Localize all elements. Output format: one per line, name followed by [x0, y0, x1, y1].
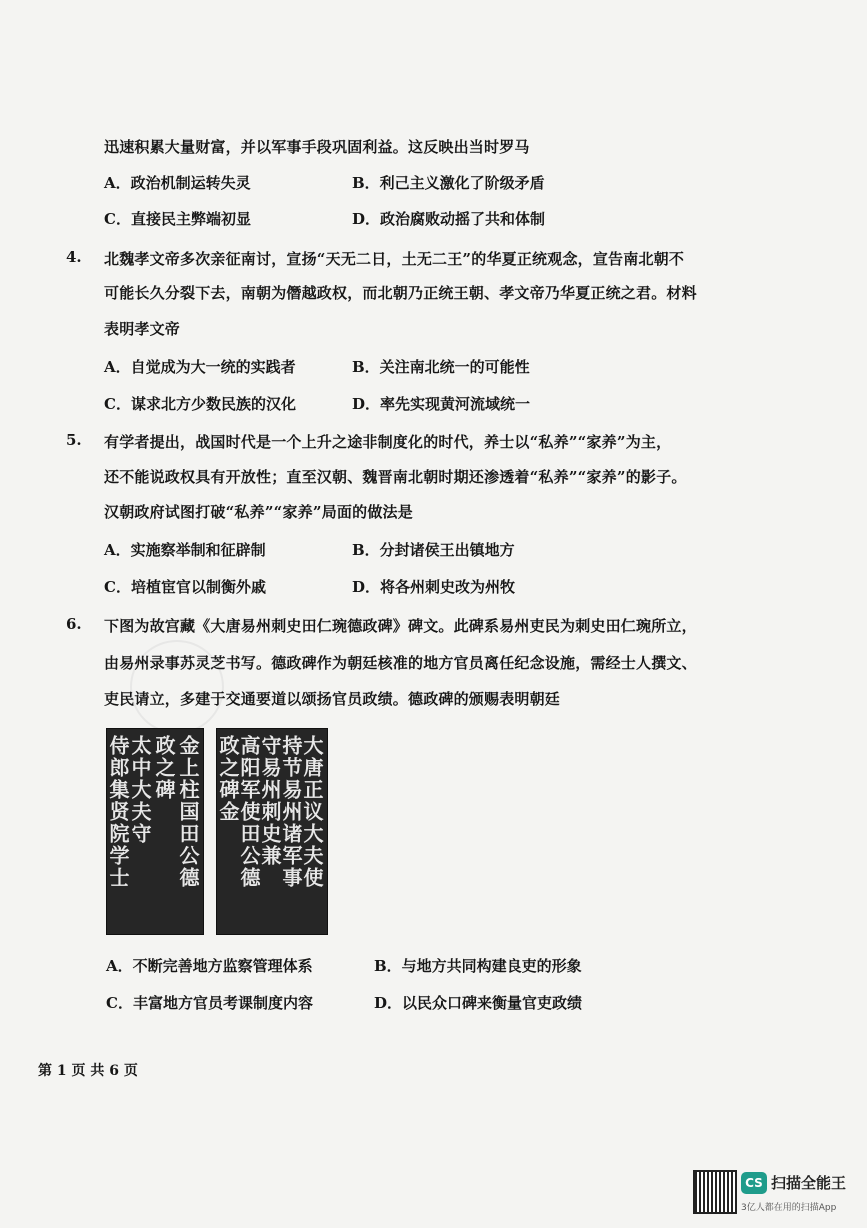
stele-right-col-3: 守易州刺史兼 [258, 735, 282, 867]
q5-option-a[interactable]: A．实施察举制和征辟制 [104, 541, 266, 559]
scanner-app-name: 扫描全能王 [771, 1174, 847, 1192]
stele-rubbing-right [216, 728, 328, 935]
q3-option-d[interactable]: D．政治腐败动摇了共和体制 [352, 210, 546, 228]
q6-number: 6. [66, 615, 82, 633]
q4-option-d[interactable]: D．率先实现黄河流域统一 [352, 395, 531, 413]
q3-option-a[interactable]: A．政治机制运转失灵 [104, 174, 251, 192]
q6-option-a[interactable]: A．不断完善地方监察管理体系 [106, 957, 313, 975]
q5-stem-line-3: 汉朝政府试图打破“私养”“家养”局面的做法是 [104, 503, 413, 521]
stele-right-col-5: 政之碑金 [216, 735, 240, 823]
q4-stem-line-1: 北魏孝文帝多次亲征南讨，宣扬“天无二日，土无二王”的华夏正统观念，宣告南北朝不 [104, 250, 685, 268]
q6-option-b[interactable]: B．与地方共同构建良吏的形象 [374, 957, 582, 975]
q5-stem-line-2: 还不能说政权具有开放性；直至汉朝、魏晋南北朝时期还渗透着“私养”“家养”的影子。 [104, 468, 687, 486]
q4-option-a[interactable]: A．自觉成为大一统的实践者 [104, 358, 296, 376]
q4-stem-line-3: 表明孝文帝 [104, 320, 181, 338]
q6-stem-line-3: 吏民请立，多建于交通要道以颂扬官员政绩。德政碑的颁赐表明朝廷 [104, 690, 561, 708]
q4-option-c[interactable]: C．谋求北方少数民族的汉化 [104, 395, 296, 413]
q4-option-b[interactable]: B．关注南北统一的可能性 [352, 358, 530, 376]
q6-stem-line-2: 由易州录事苏灵芝书写。德政碑作为朝廷核准的地方官员离任纪念设施，需经士人撰文、 [104, 654, 697, 672]
stele-right-col-1: 大唐正议大夫使 [300, 735, 324, 889]
stele-left-col-4: 侍郎集贤院学士 [106, 735, 130, 889]
scanner-app-tagline: 3亿人都在用的扫描App [741, 1203, 837, 1213]
q5-option-d[interactable]: D．将各州刺史改为州牧 [352, 578, 516, 596]
q6-stem-line-1: 下图为故宫藏《大唐易州刺史田仁琬德政碑》碑文。此碑系易州吏民为刺史田仁琬所立， [104, 617, 697, 635]
q3-option-c[interactable]: C．直接民主弊端初显 [104, 210, 251, 228]
camscanner-logo-icon: CS [741, 1172, 767, 1194]
stele-left-col-1: 金上柱国田公德 [176, 735, 200, 889]
q3-tail: 迅速积累大量财富，并以军事手段巩固利益。这反映出当时罗马 [104, 138, 530, 156]
qr-code-icon [693, 1170, 737, 1214]
page-footer: 第 1 页 共 6 页 [38, 1063, 138, 1079]
stele-rubbing-left [106, 728, 204, 935]
q6-option-c[interactable]: C．丰富地方官员考课制度内容 [106, 994, 313, 1012]
q5-stem-line-1: 有学者提出，战国时代是一个上升之途非制度化的时代，养士以“私养”“家养”为主， [104, 433, 672, 451]
q5-number: 5. [66, 431, 82, 449]
stele-right-col-4: 高阳军使田公德 [237, 735, 261, 889]
stele-left-col-2: 政之碑 [152, 735, 176, 801]
stele-right-col-2: 持节易州诸军事 [279, 735, 303, 889]
q5-option-c[interactable]: C．培植宦官以制衡外戚 [104, 578, 266, 596]
q6-option-d[interactable]: D．以民众口碑来衡量官吏政绩 [374, 994, 583, 1012]
stele-left-col-3: 太中大夫守 [128, 735, 152, 845]
q4-stem-line-2: 可能长久分裂下去，南朝为僭越政权，而北朝乃正统王朝、孝文帝乃华夏正统之君。材料 [104, 284, 697, 302]
q4-number: 4. [66, 248, 82, 266]
q5-option-b[interactable]: B．分封诸侯王出镇地方 [352, 541, 515, 559]
q3-option-b[interactable]: B．利己主义激化了阶级矛盾 [352, 174, 545, 192]
